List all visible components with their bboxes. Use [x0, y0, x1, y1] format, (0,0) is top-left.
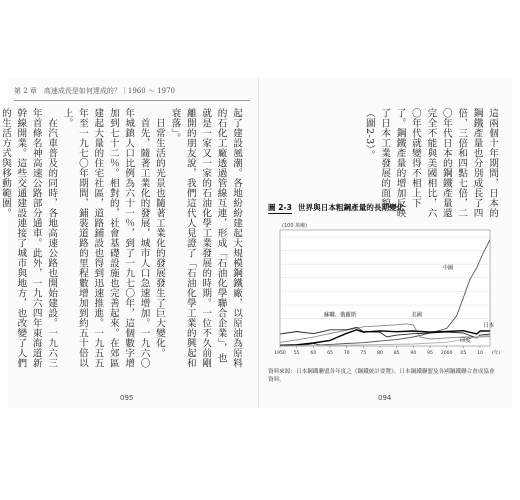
left-paragraph: 日常生活的光景也隨著工業化的發展發生了巨大變化。 — [153, 117, 165, 358]
x-tick-label: 65 — [327, 351, 333, 356]
figure-number: 圖 2-3 — [268, 203, 292, 212]
book-spread — [0, 78, 512, 408]
right-body-text — [363, 108, 500, 226]
left-paragraph: 在汽車普及的同時，各地高速公路也開始建設。一九六三年首條名神高速公路部分通車。此外，一九六四年東海道新幹線開業。這些交通建設連接了城市與地方，也改變了人們的生活方式與移動範圍。 — [0, 108, 58, 368]
left-paragraph: 首先，隨著工業化的發展，城市人口急速增加。一九六〇年城鎮人口比例為六十一％，到了一九七〇年，這個數字增加到七十二％。相對的，社會基礎設施也完善起來。在郊區建起大量的住宅社區，道路鋪設也得到迅速推進。一九五五年至一九七〇年期間，鋪裝道路的里程數增加到約五十倍以上。 — [61, 108, 150, 368]
series-label: 印度 — [460, 337, 471, 344]
x-tick-label: 05 — [460, 351, 467, 356]
right-paragraph: 這兩個十年期間，日本的鋼鐵產量也分別成長了四倍、三倍和四點七倍，二〇年代日本的鋼鐵產量還完全不能與美國相比，六〇年代就變得不相上下了。鋼鐵產量的增加反映了日本工業發展的面貌（圖2-3）。 — [363, 108, 498, 218]
y-axis-label: (100 萬噸) — [282, 223, 308, 229]
x-tick-label: 2000 — [440, 351, 453, 356]
running-header: 第 2 章 高速成長是如何達成的？｜1960 ～ 1970 — [14, 87, 175, 95]
series-label: 日本 — [483, 322, 495, 329]
steel-production-chart — [266, 216, 506, 366]
left-page — [0, 78, 259, 408]
left-paragraph: 起了建設風潮。各地紛紛建起大規模鋼鐵廠，以原油為原料的石化工廠透過管線互連，形成「石油化學聯合企業」，也就是一家又一家的石油化學工業發展的時期。一位不久前剛離開的朋友說，我們這代人見證了「石油化學工業的興起和衰落」。 — [169, 108, 242, 368]
x-tick-label: 55 — [293, 351, 300, 356]
figure-title-text: 世界與日本粗鋼產量的長期變化 — [297, 203, 405, 212]
right-page — [260, 78, 512, 408]
figure-source-note: 資料來源：日本鋼鐵聯盟各年度之《鋼鐵統計要覽》、日本鋼鐵聯盟及各國鋼鐵聯合會成協會資料。 — [268, 369, 495, 383]
series-label: 中國 — [442, 265, 454, 272]
x-tick-label: 80 — [377, 351, 383, 356]
figure-title — [268, 202, 404, 213]
plot-area — [280, 230, 490, 346]
x-tick-label: 90 — [410, 351, 417, 356]
header-rule — [14, 100, 250, 101]
x-axis-label: (年) — [492, 351, 501, 356]
x-tick-label: 75 — [360, 351, 367, 356]
left-body-text — [0, 108, 244, 370]
page-number-left: 095 — [120, 394, 134, 402]
page-number-right: 094 — [378, 394, 392, 402]
series-label: 蘇聯、俄羅斯 — [323, 312, 357, 319]
x-tick-label: 95 — [427, 351, 433, 356]
x-tick-label: 60 — [310, 351, 317, 356]
x-tick-label: 1950 — [274, 351, 286, 356]
x-tick-label: 85 — [393, 351, 400, 356]
x-tick-label: 70 — [343, 351, 350, 356]
series-label: 美國 — [411, 312, 423, 319]
x-tick-label: 10 — [477, 351, 483, 356]
